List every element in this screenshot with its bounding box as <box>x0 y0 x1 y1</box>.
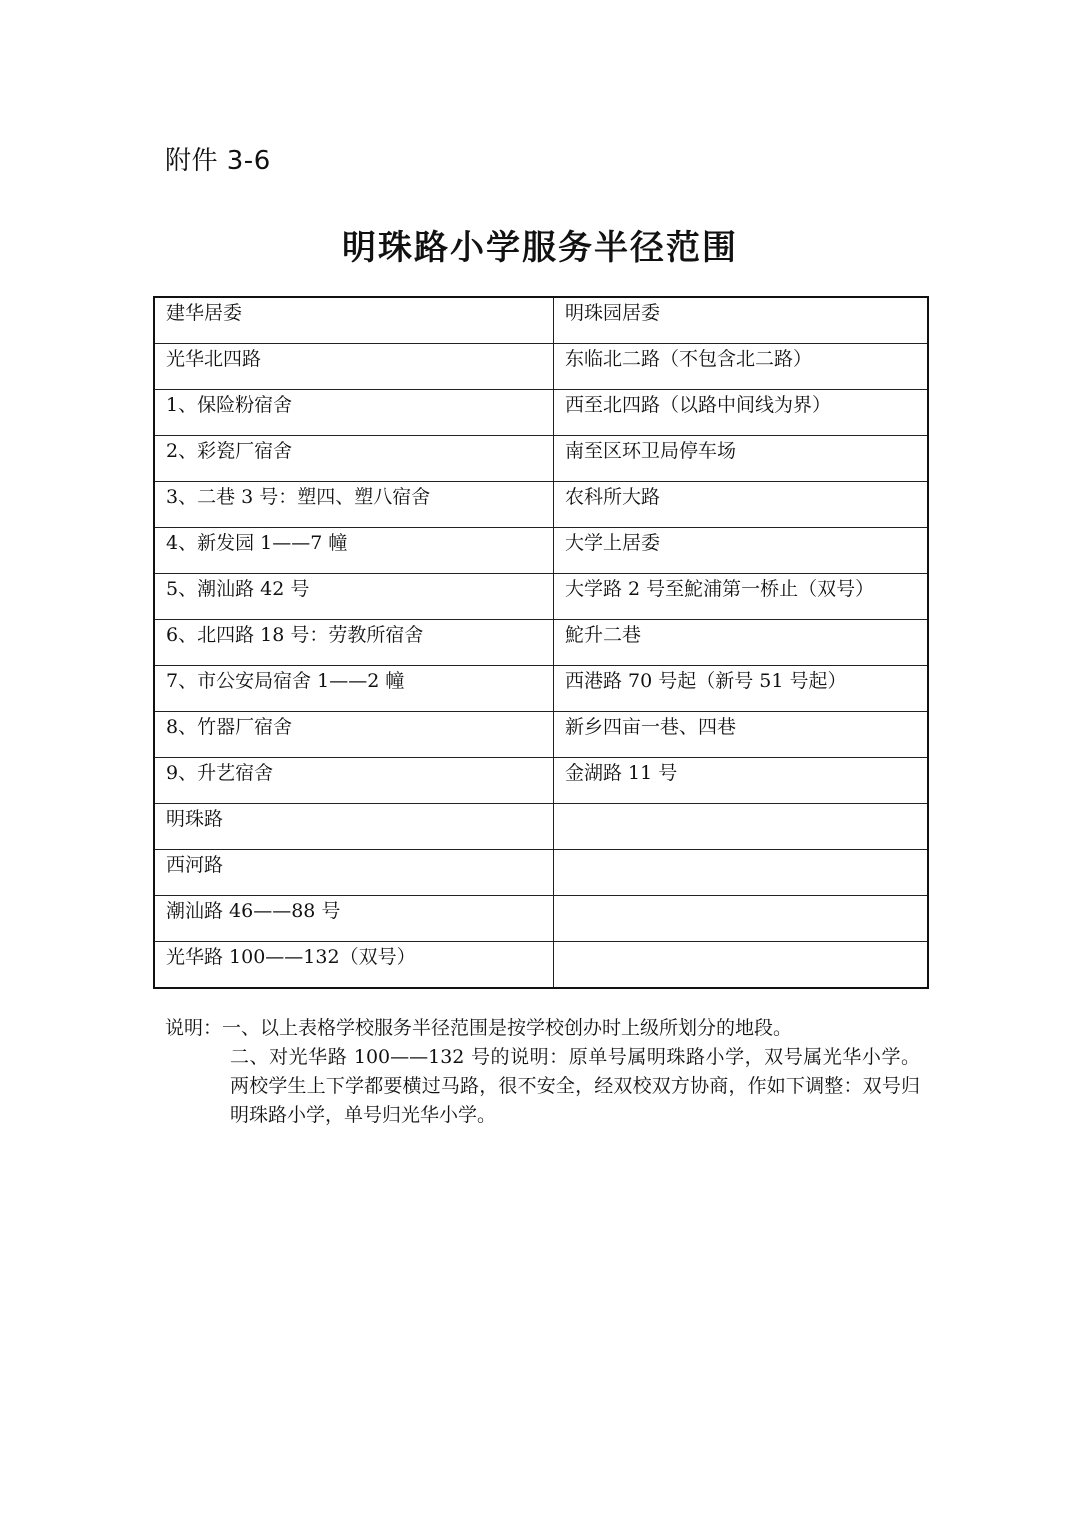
table-cell-mingzhuyuan: 东临北二路（不包含北二路） <box>554 344 929 390</box>
note-line-1 <box>165 1014 920 1043</box>
table-cell-jianhua: 1、保险粉宿舍 <box>154 390 554 436</box>
table-cell-mingzhuyuan <box>554 804 929 850</box>
table-cell-jianhua: 6、北四路 18 号：劳教所宿舍 <box>154 620 554 666</box>
note-item-1: 一、以上表格学校服务半径范围是按学校创办时上级所划分的地段。 <box>222 1017 793 1039</box>
attachment-label: 附件 3-6 <box>165 146 271 176</box>
table-cell-jianhua: 4、新发园 1——7 幢 <box>154 528 554 574</box>
table-cell-jianhua: 光华北四路 <box>154 344 554 390</box>
table-cell-jianhua: 2、彩瓷厂宿舍 <box>154 436 554 482</box>
table-cell-mingzhuyuan: 大学上居委 <box>554 528 929 574</box>
table-row <box>154 896 928 942</box>
table-cell-mingzhuyuan: 西港路 70 号起（新号 51 号起） <box>554 666 929 712</box>
table-cell-jianhua: 5、潮汕路 42 号 <box>154 574 554 620</box>
table-cell-mingzhuyuan: 南至区环卫局停车场 <box>554 436 929 482</box>
table-row <box>154 344 928 390</box>
table-cell-jianhua: 明珠路 <box>154 804 554 850</box>
table-row <box>154 666 928 712</box>
note-prefix: 说明： <box>165 1017 223 1039</box>
table-cell-mingzhuyuan: 金湖路 11 号 <box>554 758 929 804</box>
table-cell-jianhua: 7、市公安局宿舍 1——2 幢 <box>154 666 554 712</box>
table-cell-jianhua: 潮汕路 46——88 号 <box>154 896 554 942</box>
table-cell-jianhua: 8、竹器厂宿舍 <box>154 712 554 758</box>
service-area-table <box>153 296 929 989</box>
table-cell-mingzhuyuan: 新乡四亩一巷、四巷 <box>554 712 929 758</box>
table-cell-mingzhuyuan <box>554 942 929 989</box>
table-cell-jianhua: 建华居委 <box>154 297 554 344</box>
table-cell-mingzhuyuan: 大学路 2 号至鮀浦第一桥止（双号） <box>554 574 929 620</box>
table-row <box>154 942 928 989</box>
table-cell-mingzhuyuan: 鮀升二巷 <box>554 620 929 666</box>
table-row <box>154 390 928 436</box>
table-row <box>154 297 928 344</box>
table-body <box>154 297 928 988</box>
table-row <box>154 574 928 620</box>
page-title: 明珠路小学服务半径范围 <box>342 228 738 268</box>
table-cell-mingzhuyuan: 西至北四路（以路中间线为界） <box>554 390 929 436</box>
table-row <box>154 712 928 758</box>
table-cell-mingzhuyuan <box>554 896 929 942</box>
table-cell-jianhua: 9、升艺宿舍 <box>154 758 554 804</box>
table-cell-jianhua: 西河路 <box>154 850 554 896</box>
note-item-2: 二、对光华路 100——132 号的说明：原单号属明珠路小学，双号属光华小学。两校学生上下学都要横过马路，很不安全，经双校双方协商，作如下调整：双号归明珠路小学，单号归光华小学。 <box>230 1046 920 1126</box>
table-row <box>154 850 928 896</box>
table-cell-jianhua: 3、二巷 3 号：塑四、塑八宿舍 <box>154 482 554 528</box>
notes <box>165 1014 920 1130</box>
table-cell-mingzhuyuan: 农科所大路 <box>554 482 929 528</box>
table-row <box>154 436 928 482</box>
table-row <box>154 528 928 574</box>
table-row <box>154 482 928 528</box>
table-row <box>154 620 928 666</box>
table-cell-mingzhuyuan <box>554 850 929 896</box>
table-cell-mingzhuyuan: 明珠园居委 <box>554 297 929 344</box>
table-row <box>154 804 928 850</box>
table-cell-jianhua: 光华路 100——132（双号） <box>154 942 554 989</box>
table-row <box>154 758 928 804</box>
